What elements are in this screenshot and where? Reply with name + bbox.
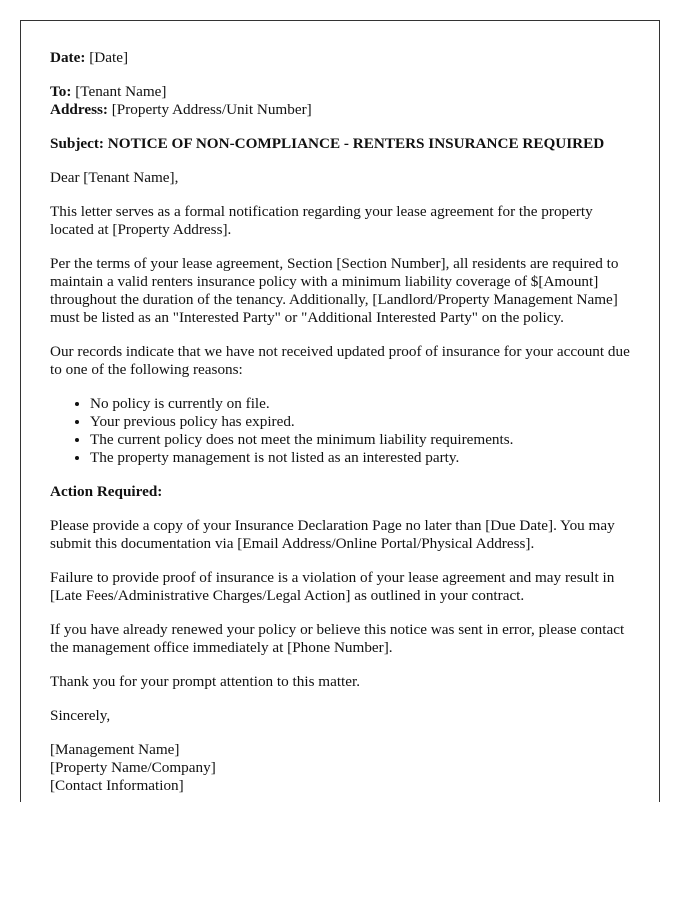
to-value: [Tenant Name] [75, 83, 167, 100]
subject-line [50, 135, 630, 153]
to-label: To: [50, 83, 72, 100]
salutation: Dear [Tenant Name], [50, 169, 179, 186]
list-item: • Your previous policy has expired. [90, 413, 630, 431]
letter-page [20, 20, 660, 802]
list-item: • No policy is currently on file. [90, 395, 630, 413]
signature-management-name: [Management Name] [50, 741, 180, 758]
list-item: • The property management is not listed as an interested party. [90, 449, 630, 467]
address-line [50, 101, 630, 119]
address-label: Address: [50, 101, 108, 118]
reasons-list [50, 395, 630, 467]
paragraph-lease-terms: Per the terms of your lease agreement, Section [Section Number], all residents are required to maintain a valid renters insurance policy with a minimum liability coverage of $[Amount] throughout the duration of the tenancy. Additionally, [Landlord/Property Management Name] must be listed as an "Interested Party" or "Additional Interested Party" on the policy. [50, 255, 619, 326]
paragraph-intro: This letter serves as a formal notification regarding your lease agreement for the property located at [Property Address]. [50, 203, 593, 238]
date-line [50, 49, 630, 67]
date-value: [Date] [89, 49, 129, 66]
paragraph-thanks: Thank you for your prompt attention to this matter. [50, 673, 361, 690]
action-required-heading: Action Required: [50, 483, 163, 500]
to-line [50, 83, 630, 101]
paragraph-failure: Failure to provide proof of insurance is a violation of your lease agreement and may result in [Late Fees/Administrative Charges/Legal Action] as outlined in your contract. [50, 569, 615, 604]
paragraph-provide-copy: Please provide a copy of your Insurance Declaration Page no later than [Due Date]. You may submit this documentation via [Email Address/Online Portal/Physical Address]. [50, 517, 615, 552]
paragraph-records: Our records indicate that we have not received updated proof of insurance for your account due to one of the following reasons: [50, 343, 630, 378]
closing: Sincerely, [50, 707, 111, 724]
date-label: Date: [50, 49, 86, 66]
address-value: [Property Address/Unit Number] [111, 101, 312, 118]
subject-label: Subject: [50, 135, 104, 152]
subject-value: NOTICE OF NON-COMPLIANCE - RENTERS INSURANCE REQUIRED [107, 135, 605, 152]
signature-property-name: [Property Name/Company] [50, 759, 216, 776]
list-item: • The current policy does not meet the minimum liability requirements. [90, 431, 630, 449]
page-viewport [20, 20, 662, 802]
paragraph-contact: If you have already renewed your policy or believe this notice was sent in error, please contact the management office immediately at [Phone Number]. [50, 621, 625, 656]
signature-contact-info: [Contact Information] [50, 777, 184, 794]
